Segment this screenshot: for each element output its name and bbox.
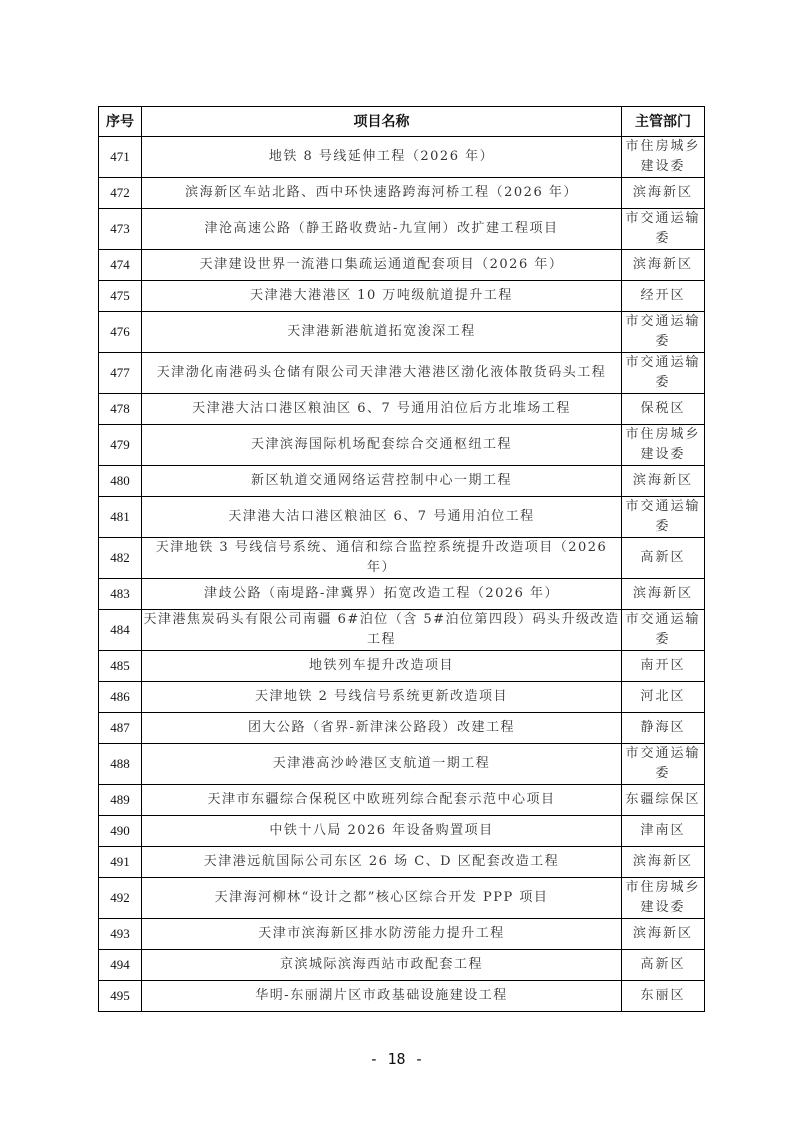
row-department: 市交通运输委: [622, 744, 705, 785]
row-department: 东疆综保区: [622, 785, 705, 816]
row-department: 市交通运输委: [622, 353, 705, 394]
row-serial-number: 488: [99, 744, 142, 785]
row-serial-number: 492: [99, 878, 142, 919]
row-project-name: 天津港远航国际公司东区 26 场 C、D 区配套改造工程: [142, 847, 622, 878]
table-row: [99, 919, 705, 950]
table-row: [99, 466, 705, 497]
row-serial-number: 494: [99, 950, 142, 981]
table-row: [99, 538, 705, 579]
row-project-name: 津沧高速公路（静王路收费站-九宣闸）改扩建工程项目: [142, 209, 622, 250]
header-serial-number: 序号: [99, 107, 142, 137]
table-row: [99, 950, 705, 981]
table-row: [99, 353, 705, 394]
row-department: 滨海新区: [622, 919, 705, 950]
row-serial-number: 484: [99, 610, 142, 651]
table-row: [99, 137, 705, 178]
row-project-name: 中铁十八局 2026 年设备购置项目: [142, 816, 622, 847]
row-project-name: 京滨城际滨海西站市政配套工程: [142, 950, 622, 981]
row-project-name: 天津建设世界一流港口集疏运通道配套项目（2026 年）: [142, 250, 622, 281]
row-serial-number: 480: [99, 466, 142, 497]
row-serial-number: 486: [99, 682, 142, 713]
table-row: [99, 785, 705, 816]
row-department: 市住房城乡建设委: [622, 878, 705, 919]
row-project-name: 天津地铁 2 号线信号系统更新改造项目: [142, 682, 622, 713]
row-serial-number: 485: [99, 651, 142, 682]
row-department: 保税区: [622, 394, 705, 425]
row-project-name: 天津滨海国际机场配套综合交通枢纽工程: [142, 425, 622, 466]
row-department: 市交通运输委: [622, 610, 705, 651]
table-row: [99, 878, 705, 919]
row-serial-number: 495: [99, 981, 142, 1012]
row-project-name: 天津市滨海新区排水防涝能力提升工程: [142, 919, 622, 950]
row-department: 高新区: [622, 950, 705, 981]
row-department: 高新区: [622, 538, 705, 579]
table-row: [99, 425, 705, 466]
row-serial-number: 477: [99, 353, 142, 394]
row-serial-number: 479: [99, 425, 142, 466]
row-department: 河北区: [622, 682, 705, 713]
table-header-row: [99, 107, 705, 137]
row-serial-number: 490: [99, 816, 142, 847]
row-project-name: 地铁列车提升改造项目: [142, 651, 622, 682]
table-row: [99, 713, 705, 744]
table-row: [99, 394, 705, 425]
page-number: - 18 -: [369, 1050, 424, 1068]
row-project-name: 天津港大港港区 10 万吨级航道提升工程: [142, 281, 622, 312]
row-project-name: 天津渤化南港码头仓储有限公司天津港大港港区渤化液体散货码头工程: [142, 353, 622, 394]
row-serial-number: 482: [99, 538, 142, 579]
row-project-name: 华明-东丽湖片区市政基础设施建设工程: [142, 981, 622, 1012]
table-row: [99, 651, 705, 682]
header-department: 主管部门: [622, 107, 705, 137]
row-department: 滨海新区: [622, 250, 705, 281]
row-project-name: 天津港大沽口港区粮油区 6、7 号通用泊位工程: [142, 497, 622, 538]
row-department: 津南区: [622, 816, 705, 847]
row-serial-number: 489: [99, 785, 142, 816]
row-serial-number: 474: [99, 250, 142, 281]
table-row: [99, 744, 705, 785]
table-row: [99, 682, 705, 713]
table-row: [99, 497, 705, 538]
table-row: [99, 579, 705, 610]
row-department: 市交通运输委: [622, 209, 705, 250]
row-department: 静海区: [622, 713, 705, 744]
row-serial-number: 472: [99, 178, 142, 209]
table-row: [99, 312, 705, 353]
row-department: 市住房城乡建设委: [622, 137, 705, 178]
row-project-name: 天津港高沙岭港区支航道一期工程: [142, 744, 622, 785]
table-row: [99, 610, 705, 651]
row-serial-number: 478: [99, 394, 142, 425]
row-serial-number: 483: [99, 579, 142, 610]
row-department: 市交通运输委: [622, 312, 705, 353]
row-serial-number: 491: [99, 847, 142, 878]
table-row: [99, 178, 705, 209]
row-serial-number: 473: [99, 209, 142, 250]
row-department: 东丽区: [622, 981, 705, 1012]
row-department: 滨海新区: [622, 466, 705, 497]
row-project-name: 天津地铁 3 号线信号系统、通信和综合监控系统提升改造项目（2026 年）: [142, 538, 622, 579]
row-project-name: 天津市东疆综合保税区中欧班列综合配套示范中心项目: [142, 785, 622, 816]
row-project-name: 天津港大沽口港区粮油区 6、7 号通用泊位后方北堆场工程: [142, 394, 622, 425]
row-serial-number: 475: [99, 281, 142, 312]
row-serial-number: 487: [99, 713, 142, 744]
row-department: 市住房城乡建设委: [622, 425, 705, 466]
row-serial-number: 481: [99, 497, 142, 538]
table-row: [99, 209, 705, 250]
table-row: [99, 250, 705, 281]
row-project-name: 滨海新区车站北路、西中环快速路跨海河桥工程（2026 年）: [142, 178, 622, 209]
row-project-name: 地铁 8 号线延伸工程（2026 年）: [142, 137, 622, 178]
row-project-name: 天津海河柳林“设计之都”核心区综合开发 PPP 项目: [142, 878, 622, 919]
row-serial-number: 476: [99, 312, 142, 353]
table-row: [99, 847, 705, 878]
row-department: 滨海新区: [622, 847, 705, 878]
table-row: [99, 281, 705, 312]
row-project-name: 新区轨道交通网络运营控制中心一期工程: [142, 466, 622, 497]
row-department: 经开区: [622, 281, 705, 312]
row-department: 滨海新区: [622, 579, 705, 610]
row-project-name: 天津港焦炭码头有限公司南疆 6#泊位（含 5#泊位第四段）码头升级改造工程: [142, 610, 622, 651]
row-project-name: 津歧公路（南堤路-津冀界）拓宽改造工程（2026 年）: [142, 579, 622, 610]
row-serial-number: 471: [99, 137, 142, 178]
row-department: 市交通运输委: [622, 497, 705, 538]
header-project-name: 项目名称: [142, 107, 622, 137]
row-department: 滨海新区: [622, 178, 705, 209]
table-row: [99, 981, 705, 1012]
row-department: 南开区: [622, 651, 705, 682]
table-row: [99, 816, 705, 847]
project-table: [98, 106, 705, 1012]
row-project-name: 团大公路（省界-新津涞公路段）改建工程: [142, 713, 622, 744]
row-project-name: 天津港新港航道拓宽浚深工程: [142, 312, 622, 353]
row-serial-number: 493: [99, 919, 142, 950]
